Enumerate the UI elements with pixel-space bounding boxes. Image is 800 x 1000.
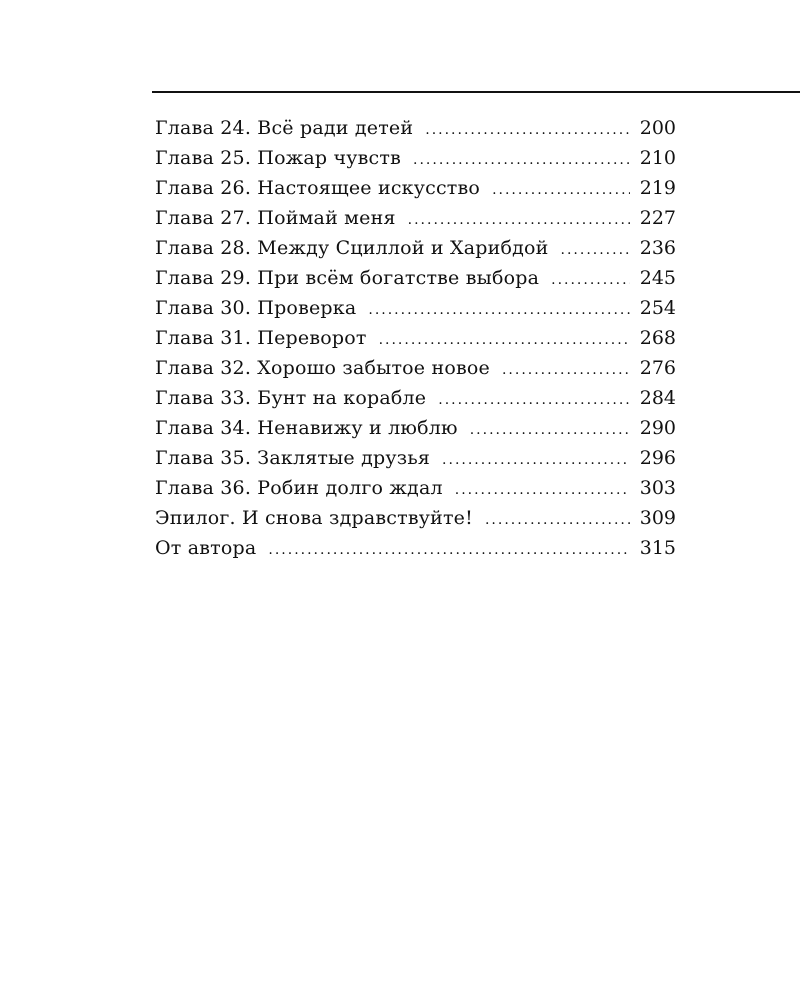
toc-entry-page: 254	[639, 297, 676, 319]
toc-entry-title: Глава 33. Бунт на корабле	[155, 387, 427, 409]
toc-dot-leader	[425, 115, 629, 143]
toc-entry	[155, 203, 676, 233]
toc-entry-title: Глава 34. Ненавижу и люблю	[155, 417, 458, 439]
toc-entry-title: Глава 25. Пожар чувств	[155, 147, 402, 169]
toc-entry	[155, 383, 676, 413]
toc-dot-leader	[438, 385, 629, 413]
toc-entry	[155, 443, 676, 473]
toc-dot-leader	[442, 445, 630, 473]
toc-dot-leader	[379, 325, 630, 353]
toc-dot-leader	[492, 175, 630, 203]
toc-entry-page: 236	[639, 237, 676, 259]
toc-entry-title: Глава 30. Проверка	[155, 297, 357, 319]
toc-entry-title: Глава 27. Поймай меня	[155, 207, 396, 229]
toc-entry-title: Глава 32. Хорошо забытое новое	[155, 357, 490, 379]
toc-entry	[155, 173, 676, 203]
toc-dot-leader	[502, 355, 630, 383]
toc-dot-leader	[368, 295, 629, 323]
toc-entry-page: 276	[639, 357, 676, 379]
toc-entry-title: Глава 31. Переворот	[155, 327, 367, 349]
toc-entry	[155, 533, 676, 563]
toc-dot-leader	[485, 505, 630, 533]
toc-entry	[155, 263, 676, 293]
toc-entry-page: 210	[639, 147, 676, 169]
toc-entry-title: Глава 28. Между Сциллой и Харибдой	[155, 237, 549, 259]
toc-entry	[155, 233, 676, 263]
toc-dot-leader	[408, 205, 630, 233]
toc-entry	[155, 413, 676, 443]
toc-entry	[155, 323, 676, 353]
toc-entry	[155, 113, 676, 143]
toc-entry-title: Эпилог. И снова здравствуйте!	[155, 507, 473, 529]
toc-entry-page: 315	[639, 537, 676, 559]
toc-entry-page: 219	[639, 177, 676, 199]
toc-dot-leader	[561, 235, 630, 263]
header-rule	[152, 91, 800, 93]
table-of-contents	[155, 113, 676, 563]
toc-entry-page: 309	[639, 507, 676, 529]
toc-entry-page: 200	[639, 117, 676, 139]
toc-entry-title: Глава 36. Робин долго ждал	[155, 477, 443, 499]
toc-dot-leader	[470, 415, 630, 443]
toc-dot-leader	[551, 265, 630, 293]
toc-entry	[155, 293, 676, 323]
toc-entry-page: 284	[639, 387, 676, 409]
toc-entry-page: 303	[639, 477, 676, 499]
toc-entry-title: Глава 26. Настоящее искусство	[155, 177, 481, 199]
toc-entry-page: 227	[639, 207, 676, 229]
toc-entry-page: 296	[639, 447, 676, 469]
toc-entry	[155, 473, 676, 503]
toc-dot-leader	[455, 475, 630, 503]
toc-entry	[155, 143, 676, 173]
toc-entry-page: 268	[639, 327, 676, 349]
toc-entry-title: Глава 24. Всё ради детей	[155, 117, 414, 139]
toc-dot-leader	[413, 145, 630, 173]
toc-entry-page: 290	[639, 417, 676, 439]
toc-entry	[155, 503, 676, 533]
toc-entry-page: 245	[639, 267, 676, 289]
toc-entry	[155, 353, 676, 383]
toc-dot-leader	[268, 535, 629, 563]
toc-entry-title: От автора	[155, 537, 257, 559]
toc-entry-title: Глава 29. При всём богатстве выбора	[155, 267, 540, 289]
toc-entry-title: Глава 35. Заклятые друзья	[155, 447, 431, 469]
